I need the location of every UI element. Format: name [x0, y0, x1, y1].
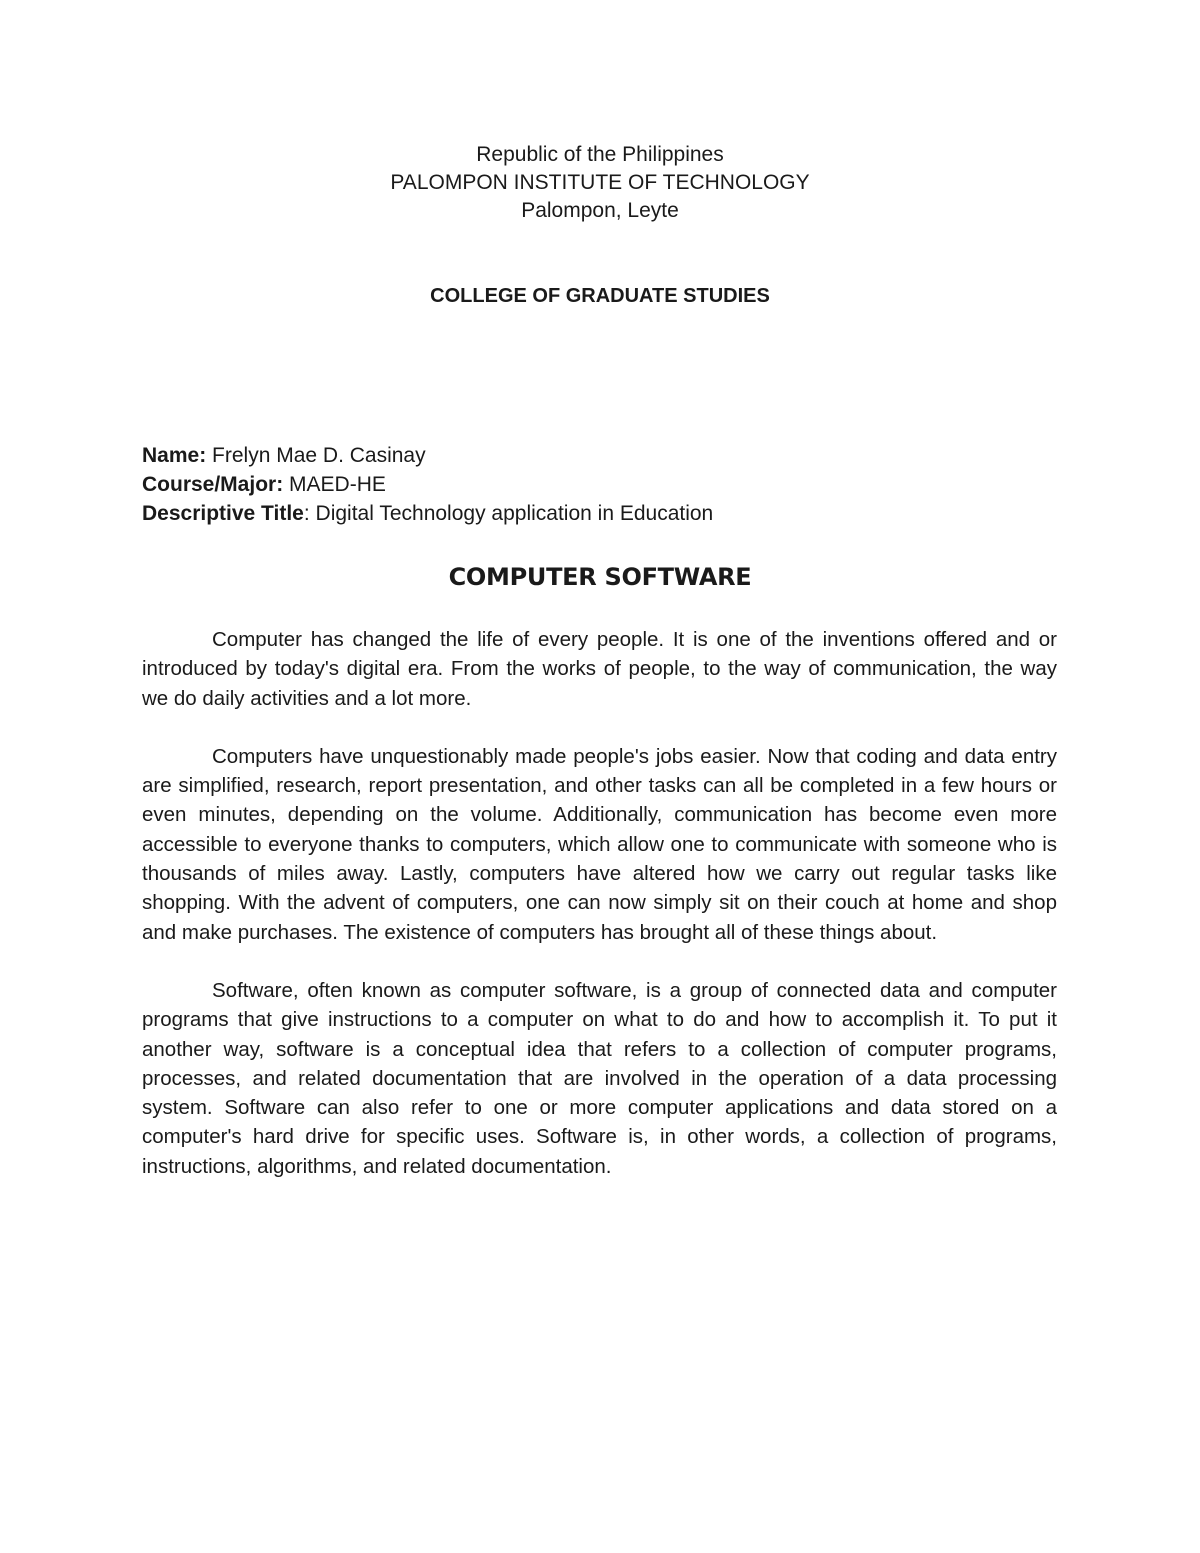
student-info	[142, 441, 713, 528]
name-label: Name:	[142, 444, 207, 467]
course-value: MAED-HE	[289, 473, 386, 496]
institute-location: Palompon, Leyte	[521, 199, 679, 222]
college-name: COLLEGE OF GRADUATE STUDIES	[430, 285, 770, 307]
body-text	[142, 625, 1057, 1210]
institute-name: PALOMPON INSTITUTE OF TECHNOLOGY	[390, 171, 810, 194]
paragraph-3: Software, often known as computer software, is a group of connected data and computer programs that give instructions to a computer on what to do and how to accomplish it. To put it another way, software is a conceptual idea that refers to a collection of computer programs, processes, and related documentation that are involved in the operation of a data processing system. Software can also refer to one or more computer applications and data stored on a computer's hard drive for specific uses. Software is, in other words, a collection of programs, instructions, algorithms, and related documentation.	[142, 978, 1057, 1178]
descriptive-title-row	[142, 499, 713, 528]
letterhead	[0, 141, 1200, 225]
course-row	[142, 470, 713, 499]
document-title: COMPUTER SOFTWARE	[448, 563, 752, 591]
republic-line: Republic of the Philippines	[476, 143, 724, 166]
descriptive-title-value: : Digital Technology application in Education	[303, 502, 714, 525]
paragraph-2: Computers have unquestionably made people's jobs easier. Now that coding and data entry are simplified, research, report presentation, and other tasks can all be completed in a few hours or even minutes, depending on the volume. Additionally, communication has become even more accessible to everyone thanks to computers, which allow one to communicate with someone who is thousands of miles away. Lastly, computers have altered how we carry out regular tasks like shopping. With the advent of computers, one can now simply sit on their couch at home and shop and make purchases. The existence of computers has brought all of these things about.	[142, 744, 1057, 944]
name-value: Frelyn Mae D. Casinay	[212, 444, 426, 467]
course-label: Course/Major:	[142, 473, 284, 496]
descriptive-title-label: Descriptive Title	[142, 502, 304, 525]
name-row	[142, 441, 713, 470]
paragraph-1: Computer has changed the life of every people. It is one of the inventions offered and or introduced by today's digital era. From the works of people, to the way of communication, the way we do daily activities and a lot more.	[142, 628, 1057, 710]
